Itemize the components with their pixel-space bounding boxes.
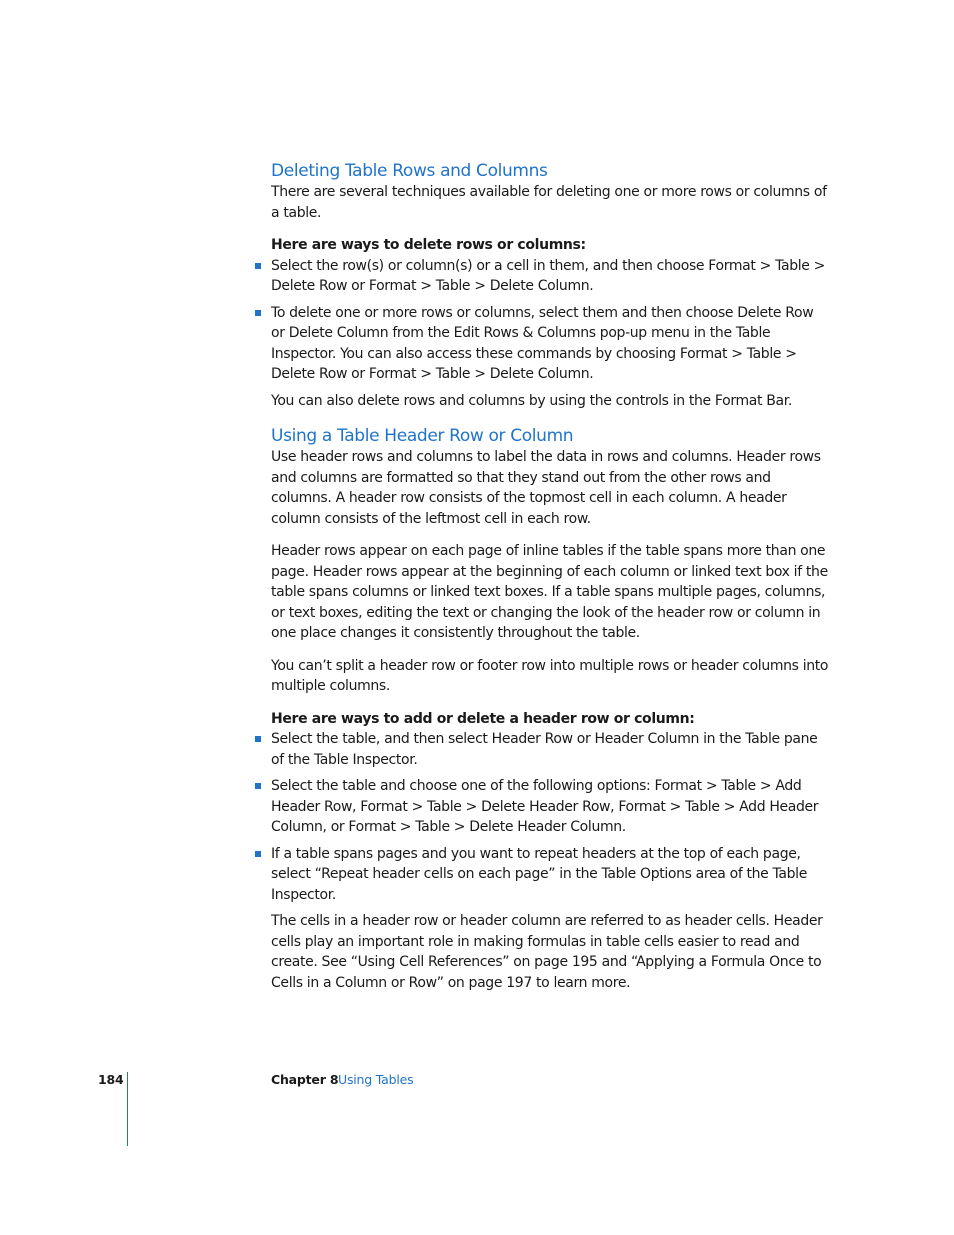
section2-lead: Here are ways to add or delete a header row or column: bbox=[271, 710, 695, 727]
list-item-text: Select the table and choose one of the following options: Format > Table > Add Header Row, Format > Table > Delete Header Row, Format > Table > Add Header Column, or Format > Table > Delete Header Column. bbox=[271, 778, 819, 835]
footer-chapter-title-link[interactable]: Using Tables bbox=[338, 1072, 414, 1087]
list-item-text: Select the row(s) or column(s) or a cell in them, and then choose Format > Table > Delete Row or Format > Table > Delete Column. bbox=[271, 257, 826, 294]
section1-after: You can also delete rows and columns by using the controls in the Format Bar. bbox=[271, 392, 792, 409]
section2-bullet-list bbox=[271, 729, 831, 905]
list-item-text: If a table spans pages and you want to repeat headers at the top of each page, select “Repeat header cells on each page” in the Table Options area of the Table Inspector. bbox=[271, 845, 807, 903]
section2-after: The cells in a header row or header column are referred to as header cells. Header cells play an important role in making formulas in table cells easier to read and create. See “Using Cell References” on page 195 and “Applying a Formula Once to Cells in a Column or Row” on page 197 to learn more. bbox=[271, 913, 823, 991]
bullet-square-icon bbox=[255, 851, 261, 857]
list-item bbox=[271, 776, 831, 838]
section1-intro: There are several techniques available for deleting one or more rows or columns of a table. bbox=[271, 184, 827, 221]
section2-paragraph: Use header rows and columns to label the data in rows and columns. Header rows and columns are formatted so that they stand out from the other rows and columns. A header row consists of the topmost cell in each column. A header column consists of the leftmost cell in each row. bbox=[271, 449, 821, 527]
list-item bbox=[271, 729, 831, 770]
footer-divider bbox=[127, 1072, 128, 1146]
list-item-text: To delete one or more rows or columns, select them and then choose Delete Row or Delete Column from the Edit Rows & Columns pop-up menu in the Table Inspector. You can also access these commands by choosing Format > Table > Delete Row or Format > Table > Delete Column. bbox=[271, 304, 814, 382]
page-number: 184 bbox=[98, 1072, 124, 1087]
section1-lead: Here are ways to delete rows or columns: bbox=[271, 237, 586, 253]
section1-bullet-list bbox=[271, 256, 831, 385]
list-item bbox=[271, 844, 831, 906]
list-item bbox=[271, 303, 831, 385]
bullet-square-icon bbox=[255, 310, 261, 316]
footer-chapter-label: Chapter 8 bbox=[271, 1072, 339, 1087]
page-content bbox=[271, 160, 831, 993]
bullet-square-icon bbox=[255, 736, 261, 742]
section-heading-header-row-column: Using a Table Header Row or Column bbox=[271, 426, 574, 446]
bullet-square-icon bbox=[255, 783, 261, 789]
bullet-square-icon bbox=[255, 263, 261, 269]
list-item bbox=[271, 256, 831, 297]
section2-paragraph: Header rows appear on each page of inline tables if the table spans more than one page. Header rows appear at the beginning of each column or linked text box if the table spans columns or linked text boxes. If a table spans multiple pages, columns, or text boxes, editing the text or changing the look of the header row or column in one place changes it consistently throughout the table. bbox=[271, 543, 828, 641]
section-heading-deleting-rows-columns: Deleting Table Rows and Columns bbox=[271, 161, 548, 181]
section2-paragraph: You can’t split a header row or footer row into multiple rows or header columns into multiple columns. bbox=[271, 657, 829, 694]
list-item-text: Select the table, and then select Header Row or Header Column in the Table pane of the Table Inspector. bbox=[271, 731, 818, 768]
